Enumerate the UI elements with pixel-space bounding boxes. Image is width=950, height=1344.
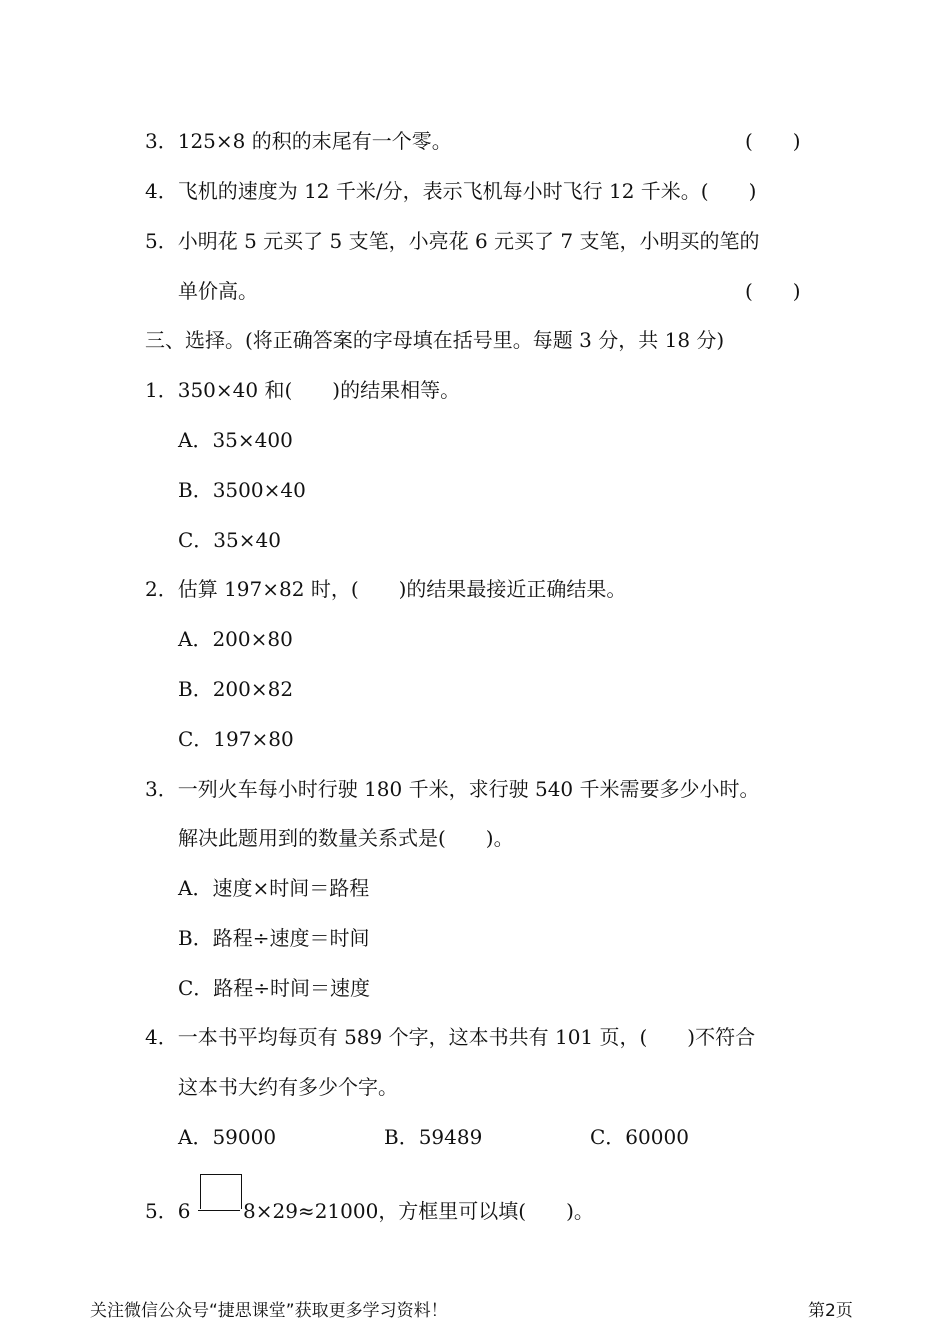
choice-q2-option-b: B．200×82 [178,677,294,701]
choice-q3-option-a: A．速度×时间＝路程 [178,876,370,900]
choice-q4-line2: 这本书大约有多少个字。 [178,1075,398,1099]
blank-square-box [200,1174,242,1209]
choice-q2-text: 2．估算 197×82 时，( )的结果最接近正确结果。 [145,577,627,601]
choice-q3-line1: 3．一列火车每小时行驶 180 千米，求行驶 540 千米需要多少小时。 [145,777,760,801]
choice-q2-option-c: C．197×80 [178,727,294,751]
footer-page-number: 第2页 [808,1301,853,1321]
judge-q5-line1: 5．小明花 5 元买了 5 支笔，小亮花 6 元买了 7 支笔，小明买的笔的 [145,229,760,253]
choice-q1-option-c: C．35×40 [178,528,281,552]
judge-q3-answer-paren: ( ) [745,129,801,153]
choice-q4-line1: 4．一本书平均每页有 589 个字，这本书共有 101 页，( )不符合 [145,1025,756,1049]
choice-q3-option-b: B．路程÷速度＝时间 [178,926,370,950]
blank-square-baseline [198,1210,240,1211]
choice-q1-option-b: B．3500×40 [178,478,306,502]
judge-q5-answer-paren: ( ) [745,279,801,303]
choice-q1-text: 1．350×40 和( )的结果相等。 [145,378,461,402]
choice-q3-line2: 解决此题用到的数量关系式是( )。 [178,826,514,850]
choice-q3-option-c: C．路程÷时间＝速度 [178,976,371,1000]
section-3-title: 三、选择。(将正确答案的字母填在括号里。每题 3 分，共 18 分) [145,328,725,352]
footer-promo-text: 关注微信公众号“捷思课堂”获取更多学习资料！ [90,1301,448,1321]
choice-q4-option-a: A．59000 [178,1125,277,1149]
choice-q4-option-b: B．59489 [384,1125,483,1149]
choice-q5-prefix: 5．6 [145,1199,191,1223]
choice-q5-suffix: 8×29≈21000，方框里可以填( )。 [243,1199,594,1223]
judge-q3-text: 3．125×8 的积的末尾有一个零。 [145,129,452,153]
choice-q4-option-c: C．60000 [590,1125,689,1149]
judge-q4-text: 4．飞机的速度为 12 千米/分，表示飞机每小时飞行 12 千米。( ) [145,179,757,203]
judge-q5-line2: 单价高。 [178,279,258,303]
choice-q1-option-a: A．35×400 [178,428,293,452]
choice-q2-option-a: A．200×80 [178,627,293,651]
